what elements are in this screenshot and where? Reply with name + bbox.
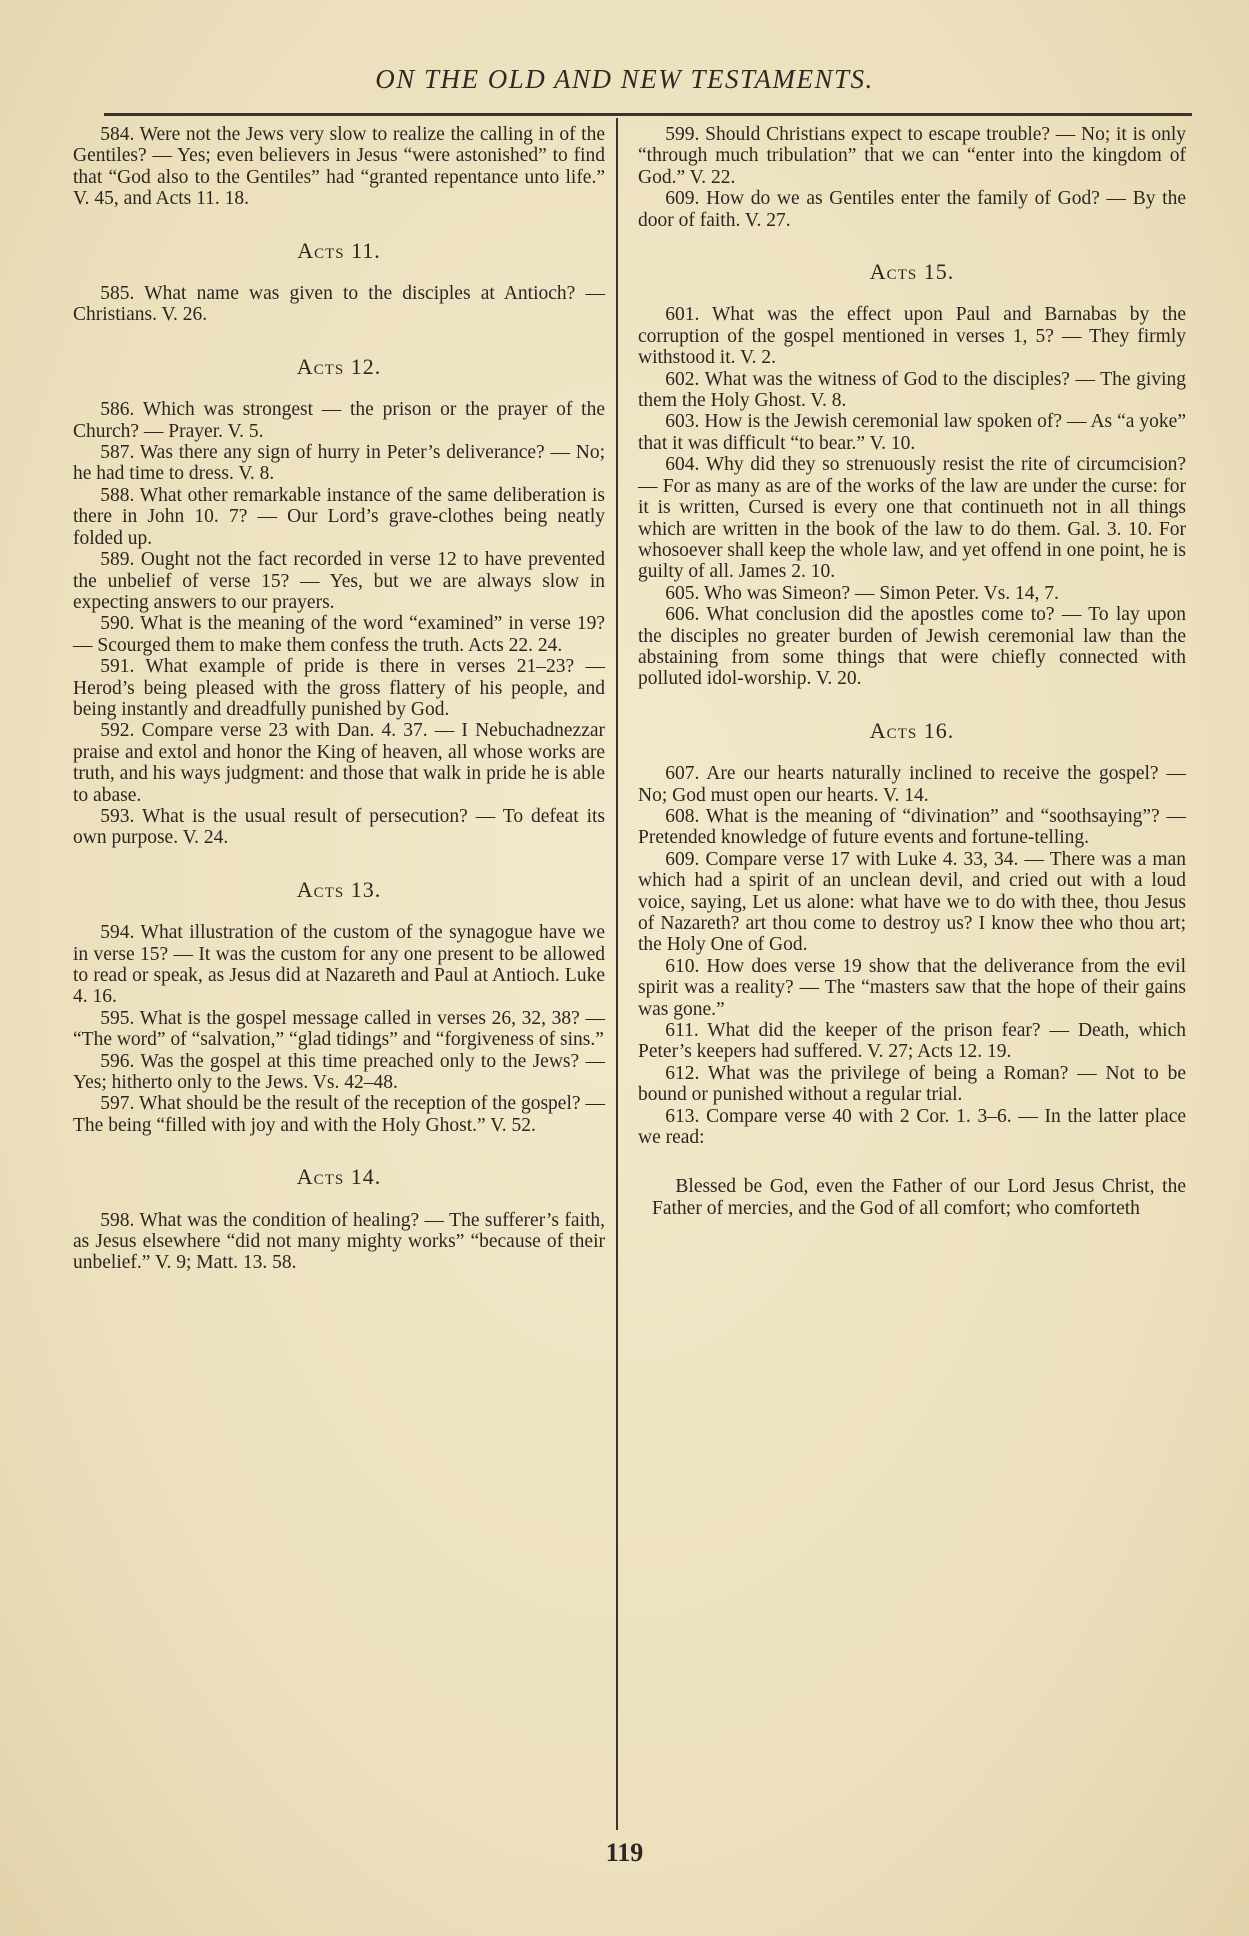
- section-heading: Acts 11.: [297, 237, 381, 263]
- section-heading: Acts 13.: [296, 876, 382, 902]
- question-answer: 602. What was the witness of God to the disciples? — The giving them the Holy Ghost. V. 8.: [638, 368, 1186, 412]
- left-column: [73, 124, 605, 1274]
- question-answer: 588. What other remarkable instance of the same deliberation is there in John 10. 7? — Our Lord’s grave-clothes being neatly folded up.: [73, 484, 605, 549]
- section-heading: Acts 15.: [869, 259, 955, 285]
- question-answer: 606. What conclusion did the apostles come to? — To lay upon the disciples no greater burden of Jewish ceremonial law than the abstaining from some things that were chiefly connected with polluted idol-worship. V. 20.: [638, 604, 1186, 690]
- question-answer: 599. Should Christians expect to escape trouble? — No; it is only “through much tribulation” that we can “enter into the kingdom of God.” V. 22.: [638, 124, 1186, 188]
- question-answer: 610. How does verse 19 show that the deliverance from the evil spirit was a reality? — The “masters saw that the hope of their gains was gone.”: [638, 955, 1186, 1020]
- question-answer: 597. What should be the result of the reception of the gospel? — The being “filled with joy and with the Holy Ghost.” V. 52.: [73, 1093, 605, 1136]
- question-answer: 584. Were not the Jews very slow to realize the calling in of the Gentiles? — Yes; even believers in Jesus “were astonished” to find that “God also to the Gentiles” had “granted repentance unto life.” V. 45, and Acts 11. 18.: [73, 124, 605, 210]
- question-answer: 591. What example of pride is there in verses 21–23? — Herod’s being pleased with the gross flattery of his people, and being instantly and dreadfully punished by God.: [73, 656, 605, 720]
- question-answer: 608. What is the meaning of “divination” and “soothsaying”? — Pretended knowledge of future events and fortune-telling.: [638, 805, 1186, 849]
- column-divider: [616, 118, 618, 1830]
- question-answer: 585. What name was given to the disciples at Antioch? — Christians. V. 26.: [73, 283, 605, 326]
- header-rule: [104, 113, 1192, 116]
- question-answer: 594. What illustration of the custom of the synagogue have we in verse 15? — It was the custom for any one present to be allowed to read or speak, as Jesus did at Nazareth and Paul at Antioch. Luke 4. 16.: [73, 922, 605, 1008]
- scripture-quote: Blessed be God, even the Father of our Lord Jesus Christ, the Father of mercies, and the God of all comfort; who comforteth: [652, 1176, 1186, 1219]
- question-answer: 598. What was the condition of healing? — The sufferer’s faith, as Jesus elsewhere “did not many mighty works” “because of their unbelief.” V. 9; Matt. 13. 58.: [73, 1209, 605, 1274]
- running-header: ON THE OLD AND NEW TESTAMENTS.: [375, 64, 874, 94]
- question-answer: 595. What is the gospel message called in verses 26, 32, 38? — “The word” of “salvation,” “glad tidings” and “forgiveness of sins.”: [73, 1007, 605, 1051]
- section-heading: Acts 16.: [869, 717, 955, 743]
- question-answer: 604. Why did they so strenuously resist the rite of circumcision? — For as many as are of the works of the law are under the curse: for it is written, Cursed is every one that continueth not in all things which are written in the book of the law to do them. Gal. 3. 10. For whosoever shall keep the whole law, and yet offend in one point, he is guilty of all. James 2. 10.: [638, 454, 1186, 583]
- question-answer: 607. Are our hearts naturally inclined to receive the gospel? — No; God must open our hearts. V. 14.: [638, 763, 1186, 806]
- section-heading: Acts 12.: [296, 353, 382, 379]
- question-answer: 609. How do we as Gentiles enter the family of God? — By the door of faith. V. 27.: [638, 188, 1186, 231]
- question-answer: 605. Who was Simeon? — Simon Peter. Vs. 14, 7.: [665, 582, 1059, 604]
- question-answer: 612. What was the privilege of being a Roman? — Not to be bound or punished without a regular trial.: [638, 1062, 1186, 1106]
- question-answer: 586. Which was strongest — the prison or the prayer of the Church? — Prayer. V. 5.: [73, 399, 605, 442]
- right-column: [638, 124, 1186, 1219]
- question-answer: 613. Compare verse 40 with 2 Cor. 1. 3–6. — In the latter place we read:: [638, 1105, 1186, 1149]
- question-answer: 603. How is the Jewish ceremonial law spoken of? — As “a yoke” that it was difficult “to bear.” V. 10.: [638, 411, 1186, 454]
- question-answer: 596. Was the gospel at this time preached only to the Jews? — Yes; hitherto only to the Jews. Vs. 42–48.: [73, 1050, 605, 1094]
- page-number: 119: [605, 1838, 644, 1867]
- question-answer: 592. Compare verse 23 with Dan. 4. 37. — I Nebuchadnezzar praise and extol and honor the King of heaven, all whose works are truth, and his ways judgment: and those that walk in pride he is able to abase.: [73, 720, 605, 806]
- question-answer: 601. What was the effect upon Paul and Barnabas by the corruption of the gospel mentioned in verses 1, 5? — They firmly withstood it. V. 2.: [638, 304, 1186, 369]
- question-answer: 609. Compare verse 17 with Luke 4. 33, 34. — There was a man which had a spirit of an unclean devil, and cried out with a loud voice, saying, Let us alone: what have we to do with thee, thou Jesus of Nazareth? art thou come to destroy us? I know thee who thou art; the Holy One of God.: [638, 848, 1186, 956]
- question-answer: 590. What is the meaning of the word “examined” in verse 19? — Scourged them to make them confess the truth. Acts 22. 24.: [73, 613, 605, 656]
- question-answer: 611. What did the keeper of the prison fear? — Death, which Peter’s keepers had suffered. V. 27; Acts 12. 19.: [638, 1020, 1186, 1063]
- question-answer: 587. Was there any sign of hurry in Peter’s deliverance? — No; he had time to dress. V. 8.: [73, 442, 605, 485]
- question-answer: 589. Ought not the fact recorded in verse 12 to have prevented the unbelief of verse 15? — Yes, but we are always slow in expecting answers to our prayers.: [73, 549, 605, 613]
- section-heading: Acts 14.: [296, 1164, 382, 1190]
- question-answer: 593. What is the usual result of persecution? — To defeat its own purpose. V. 24.: [73, 805, 605, 849]
